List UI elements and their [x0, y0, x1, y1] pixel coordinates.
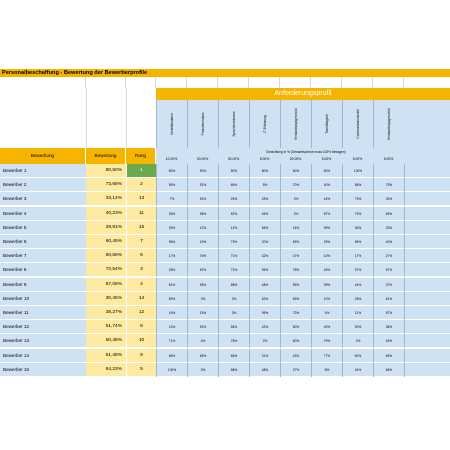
criterion-label: Sprachkenntnisse	[232, 111, 236, 137]
rating-values	[156, 292, 450, 306]
rating-cell[interactable]: 80%	[249, 164, 280, 178]
criterion-header[interactable]	[156, 100, 187, 148]
table-row	[0, 320, 450, 334]
table-row	[0, 263, 450, 277]
rating-cell[interactable]: 66%	[373, 363, 404, 377]
table-row	[0, 363, 450, 377]
rating-cell[interactable]: 78%	[280, 263, 311, 277]
rating-cell[interactable]: 69%	[280, 235, 311, 249]
criterion-header[interactable]	[218, 100, 249, 148]
rating-cell[interactable]: 3%	[187, 292, 218, 306]
rating-cell[interactable]	[404, 363, 435, 377]
rating-cell[interactable]	[404, 349, 435, 363]
rating-cell[interactable]	[404, 278, 435, 292]
rating-cell[interactable]: 40%	[373, 235, 404, 249]
rating-values	[156, 349, 450, 363]
applicant-name-cell[interactable]: Bewerber 15	[0, 363, 86, 377]
rating-cell[interactable]: 69%	[280, 292, 311, 306]
rating-cell[interactable]: 97%	[373, 263, 404, 277]
table-row	[0, 278, 450, 292]
criterion-label: Mobilitätsdaten	[170, 113, 174, 135]
rating-cell[interactable]: 81%	[156, 278, 187, 292]
rank-cell[interactable]: 14	[126, 292, 156, 306]
rating-cell[interactable]: 31%	[249, 349, 280, 363]
rating-cell[interactable]: 32%	[249, 249, 280, 263]
column-header-row	[0, 148, 156, 164]
rating-cell[interactable]: 65%	[187, 349, 218, 363]
rating-cell[interactable]: 39%	[373, 192, 404, 206]
rating-cell[interactable]: 73%	[280, 306, 311, 320]
rating-cell[interactable]: 97%	[342, 263, 373, 277]
weight-value[interactable]: 30,00%	[227, 157, 240, 161]
grid-line	[126, 88, 127, 148]
applicant-name-cell[interactable]: Bewerber 5	[0, 221, 86, 235]
rating-cell[interactable]: 27%	[373, 249, 404, 263]
rating-cell[interactable]: 66%	[218, 178, 249, 192]
rating-cell[interactable]: 2%	[218, 292, 249, 306]
rating-cell[interactable]: 36%	[342, 221, 373, 235]
score-cell[interactable]: 64,23%	[86, 363, 126, 377]
score-cell[interactable]: 33,12%	[86, 192, 126, 206]
rating-cell[interactable]: 95%	[187, 278, 218, 292]
rating-cell[interactable]: 52%	[187, 192, 218, 206]
rating-cell[interactable]	[404, 292, 435, 306]
rating-cell[interactable]: 99%	[311, 278, 342, 292]
table-row	[0, 164, 450, 178]
rating-cell[interactable]: 52%	[187, 320, 218, 334]
score-cell[interactable]: 60,56%	[86, 249, 126, 263]
rank-cell[interactable]: 5	[126, 363, 156, 377]
weight-note: Gewichtung in % (Gesamtsumme muss 100% betragen)	[266, 150, 346, 154]
rating-values	[156, 235, 450, 249]
rating-cell[interactable]	[404, 235, 435, 249]
score-cell[interactable]: 67,08%	[86, 278, 126, 292]
applicant-name-cell[interactable]: Bewerber 14	[0, 349, 86, 363]
rating-cell[interactable]: 45%	[249, 207, 280, 221]
weight-value[interactable]: 30,00%	[196, 157, 209, 161]
rating-cell[interactable]: 4%	[311, 306, 342, 320]
applicant-name-cell[interactable]: Bewerber 9	[0, 278, 86, 292]
rating-cell[interactable]: 79%	[311, 334, 342, 348]
rating-cell[interactable]: 3%	[218, 306, 249, 320]
rating-values	[156, 221, 450, 235]
score-cell[interactable]: 51,74%	[86, 320, 126, 334]
applicant-name-cell[interactable]: Bewerber 11	[0, 306, 86, 320]
table-row	[0, 334, 450, 348]
score-cell[interactable]: 38,27%	[86, 306, 126, 320]
rating-cell[interactable]: 80%	[218, 164, 249, 178]
rating-cell[interactable]: 44%	[342, 278, 373, 292]
column-header-score[interactable]: Bewertung	[86, 148, 126, 164]
score-cell[interactable]: 30,45%	[86, 292, 126, 306]
rating-cell[interactable]: 49%	[249, 192, 280, 206]
applicant-name-cell[interactable]: Bewerber 12	[0, 320, 86, 334]
weight-value[interactable]: 5,00%	[321, 157, 332, 161]
table-row	[0, 178, 450, 192]
rating-cell[interactable]	[404, 221, 435, 235]
rating-values	[156, 363, 450, 377]
column-header-name[interactable]: Bewerbung	[0, 148, 86, 164]
left-blank-area	[0, 88, 156, 148]
criterion-header[interactable]	[373, 100, 404, 148]
score-cell[interactable]: 51,48%	[86, 349, 126, 363]
weight-row	[156, 148, 450, 164]
rating-cell[interactable]: 100%	[342, 164, 373, 178]
rating-cell[interactable]: 2%	[342, 334, 373, 348]
grid-line	[0, 77, 404, 88]
rank-cell[interactable]: 2	[126, 178, 156, 192]
rating-cell[interactable]: 65%	[373, 349, 404, 363]
rating-cell[interactable]: 76%	[187, 249, 218, 263]
rating-cell[interactable]: 65%	[249, 221, 280, 235]
weight-value[interactable]: 20,00%	[289, 157, 302, 161]
score-cell[interactable]: 60,45%	[86, 235, 126, 249]
rating-cell[interactable]: 100%	[156, 363, 187, 377]
rating-cell[interactable]: 71%	[156, 334, 187, 348]
sheet-title: Personalbeschaffung - Bewertung der Bewerberprofile	[2, 70, 148, 76]
rating-cell[interactable]: 78%	[218, 334, 249, 348]
rank-cell[interactable]: 7	[126, 235, 156, 249]
rank-cell[interactable]: 10	[126, 334, 156, 348]
rating-cell[interactable]: 17%	[342, 249, 373, 263]
rating-cell[interactable]: 65%	[373, 207, 404, 221]
requirements-header-label: Anforderungsprofil	[274, 90, 332, 97]
rating-cell[interactable]: 11%	[342, 306, 373, 320]
rating-cell[interactable]	[404, 207, 435, 221]
table-row	[0, 192, 450, 206]
rating-cell[interactable]: 90%	[187, 164, 218, 178]
rating-cell[interactable]: 92%	[187, 178, 218, 192]
rating-cell[interactable]: 40%	[311, 320, 342, 334]
criterion-label: Teamfähigkeit	[325, 114, 329, 134]
rank-cell[interactable]: 4	[126, 278, 156, 292]
rating-cell[interactable]: 85%	[156, 349, 187, 363]
rating-cell[interactable]: 7%	[156, 192, 187, 206]
rating-cell[interactable]: 3%	[187, 363, 218, 377]
rating-cell[interactable]: 8%	[311, 363, 342, 377]
rating-cell[interactable]: 37%	[373, 278, 404, 292]
applicant-name-cell[interactable]: Bewerber 10	[0, 292, 86, 306]
weight-value[interactable]: 5,00%	[259, 157, 270, 161]
rank-cell[interactable]: 12	[126, 306, 156, 320]
rating-cell[interactable]: 28%	[156, 263, 187, 277]
rating-cell[interactable]: 79%	[218, 235, 249, 249]
applicant-name-cell[interactable]: Bewerber 6	[0, 235, 86, 249]
rating-cell[interactable]: 2%	[280, 207, 311, 221]
column-header-rank[interactable]: Rang	[126, 148, 156, 164]
rating-cell[interactable]	[404, 320, 435, 334]
rating-cell[interactable]: 43%	[311, 263, 342, 277]
rating-cell[interactable]: 19%	[187, 235, 218, 249]
rating-cell[interactable]: 88%	[342, 178, 373, 192]
table-row	[0, 306, 450, 320]
rating-values	[156, 178, 450, 192]
rank-cell[interactable]: 8	[126, 320, 156, 334]
rating-cell[interactable]: 12%	[187, 221, 218, 235]
rating-cell[interactable]	[404, 306, 435, 320]
rating-cell[interactable]: 88%	[218, 363, 249, 377]
criterion-header[interactable]	[249, 100, 280, 148]
criterion-header[interactable]	[311, 100, 342, 148]
rating-cell[interactable]: 99%	[249, 306, 280, 320]
rating-cell[interactable]: 44%	[342, 363, 373, 377]
rank-cell[interactable]: 3	[126, 263, 156, 277]
rating-cell[interactable]: 17%	[156, 249, 187, 263]
rating-cell[interactable]: 15%	[187, 306, 218, 320]
applicant-name-cell[interactable]: Bewerber 2	[0, 178, 86, 192]
rating-cell[interactable]: 29%	[311, 235, 342, 249]
criteria-header-row	[156, 100, 450, 148]
table-row	[0, 221, 450, 235]
rating-values	[156, 164, 450, 178]
rating-cell[interactable]: 25%	[218, 192, 249, 206]
table-row	[0, 249, 450, 263]
rating-cell[interactable]	[404, 178, 435, 192]
rating-cell[interactable]: 95%	[187, 207, 218, 221]
rating-cell[interactable]: 86%	[218, 320, 249, 334]
rating-cell[interactable]: 60%	[342, 349, 373, 363]
rating-values	[156, 306, 450, 320]
rating-cell[interactable]	[404, 164, 435, 178]
criterion-label: IT-Erfahrung	[263, 115, 267, 133]
score-cell[interactable]: 40,23%	[86, 207, 126, 221]
requirements-header[interactable]	[156, 88, 450, 100]
table-row	[0, 349, 450, 363]
rating-cell[interactable]: 80%	[156, 164, 187, 178]
applicant-name-cell[interactable]: Bewerber 1	[0, 164, 86, 178]
rating-cell[interactable]: 62%	[249, 292, 280, 306]
rating-cell[interactable]: 28%	[342, 292, 373, 306]
rating-cell[interactable]	[404, 334, 435, 348]
applicant-name-cell[interactable]: Bewerber 4	[0, 207, 86, 221]
applicant-name-cell[interactable]: Bewerber 13	[0, 334, 86, 348]
criterion-header[interactable]	[342, 100, 373, 148]
rating-cell[interactable]: 75%	[373, 178, 404, 192]
score-cell[interactable]: 80,50%	[86, 164, 126, 178]
rank-cell[interactable]: 13	[126, 192, 156, 206]
rating-cell[interactable]: 44%	[311, 192, 342, 206]
rank-cell[interactable]: 1	[126, 164, 156, 178]
rating-values	[156, 278, 450, 292]
criterion-header[interactable]	[187, 100, 218, 148]
rating-cell[interactable]: 43%	[280, 349, 311, 363]
rating-cell[interactable]: 13%	[156, 320, 187, 334]
rating-cell[interactable]: 33%	[373, 221, 404, 235]
rating-cell[interactable]: 60%	[311, 164, 342, 178]
rating-cell[interactable]: 27%	[280, 363, 311, 377]
rating-values	[156, 207, 450, 221]
rating-cell[interactable]: 39%	[156, 221, 187, 235]
table-row	[0, 235, 450, 249]
rating-cell[interactable]: 70%	[280, 178, 311, 192]
rating-cell[interactable]: 36%	[373, 320, 404, 334]
rating-cell[interactable]: 10%	[311, 249, 342, 263]
weight-value[interactable]: 5,00%	[383, 157, 394, 161]
table-row	[0, 292, 450, 306]
weight-value[interactable]: 5,00%	[352, 157, 363, 161]
rating-cell[interactable]: 42%	[249, 320, 280, 334]
rating-cell[interactable]	[404, 192, 435, 206]
grid-line	[86, 88, 87, 148]
weight-value[interactable]: 10,00%	[165, 157, 178, 161]
rating-cell[interactable]: 52%	[187, 263, 218, 277]
rating-cell[interactable]: 16%	[156, 306, 187, 320]
rating-values	[156, 192, 450, 206]
rating-cell[interactable]: 47%	[280, 249, 311, 263]
applicant-name-cell[interactable]: Bewerber 3	[0, 192, 86, 206]
rating-cell[interactable]: 40%	[311, 178, 342, 192]
rating-cell[interactable]: 65%	[342, 235, 373, 249]
rating-cell[interactable]: 60%	[280, 334, 311, 348]
rating-cell[interactable]: 57%	[373, 306, 404, 320]
empty-row	[0, 77, 450, 88]
rating-cell[interactable]: 48%	[249, 363, 280, 377]
score-cell[interactable]: 29,81%	[86, 221, 126, 235]
rating-cell[interactable]: 2%	[280, 192, 311, 206]
rating-cell[interactable]: 10%	[311, 292, 342, 306]
table-row	[0, 207, 450, 221]
rating-cell[interactable]: 73%	[342, 192, 373, 206]
rating-cell[interactable]: 4%	[187, 334, 218, 348]
rating-cell[interactable]: 71%	[218, 249, 249, 263]
rating-cell[interactable]: 2%	[249, 334, 280, 348]
rating-values	[156, 334, 450, 348]
rating-cell[interactable]: 16%	[280, 221, 311, 235]
rating-cell[interactable]	[404, 249, 435, 263]
rating-cell[interactable]: 82%	[218, 207, 249, 221]
rating-values	[156, 320, 450, 334]
criterion-label: Verhandlungsgeschick	[387, 108, 391, 140]
rating-cell[interactable]: 60%	[280, 164, 311, 178]
rating-values	[156, 263, 450, 277]
rating-cell[interactable]: 66%	[218, 349, 249, 363]
score-cell[interactable]: 50,48%	[86, 334, 126, 348]
criterion-header[interactable]	[280, 100, 311, 148]
rating-cell[interactable]: 45%	[373, 334, 404, 348]
applicant-name-cell[interactable]: Bewerber 7	[0, 249, 86, 263]
rating-cell[interactable]: 48%	[249, 278, 280, 292]
rating-cell[interactable]: 20%	[249, 235, 280, 249]
applicant-name-cell[interactable]: Bewerber 8	[0, 263, 86, 277]
title-row[interactable]	[0, 69, 450, 77]
rating-cell[interactable]: 5%	[249, 178, 280, 192]
rating-cell[interactable]: 77%	[311, 349, 342, 363]
rating-cell[interactable]: 60%	[280, 320, 311, 334]
rating-cell[interactable]: 59%	[156, 292, 187, 306]
score-cell[interactable]: 73,68%	[86, 178, 126, 192]
rating-cell[interactable]	[373, 164, 404, 178]
score-cell[interactable]: 72,54%	[86, 263, 126, 277]
rating-cell[interactable]: 12%	[218, 221, 249, 235]
rank-cell[interactable]: 6	[126, 249, 156, 263]
rank-cell[interactable]: 15	[126, 221, 156, 235]
rating-cell[interactable]: 99%	[311, 221, 342, 235]
rating-cell[interactable]: 26%	[156, 207, 187, 221]
criterion-label: Produktkenntnis	[201, 112, 205, 136]
rating-values	[156, 249, 450, 263]
rating-cell[interactable]	[404, 263, 435, 277]
rating-cell[interactable]: 95%	[156, 178, 187, 192]
rating-cell[interactable]: 59%	[280, 278, 311, 292]
rating-cell[interactable]: 88%	[218, 278, 249, 292]
rating-cell[interactable]: 95%	[249, 263, 280, 277]
rank-cell[interactable]: 11	[126, 207, 156, 221]
rating-cell[interactable]: 90%	[342, 320, 373, 334]
rating-cell[interactable]: 72%	[218, 263, 249, 277]
rating-cell[interactable]: 95%	[156, 235, 187, 249]
rating-cell[interactable]: 73%	[342, 207, 373, 221]
rating-cell[interactable]: 87%	[311, 207, 342, 221]
rating-cell[interactable]: 61%	[373, 292, 404, 306]
criterion-label: Kommunikationsskill	[356, 109, 360, 139]
rank-cell[interactable]: 9	[126, 349, 156, 363]
criterion-label: Verhandlungsgeschick	[294, 108, 298, 140]
